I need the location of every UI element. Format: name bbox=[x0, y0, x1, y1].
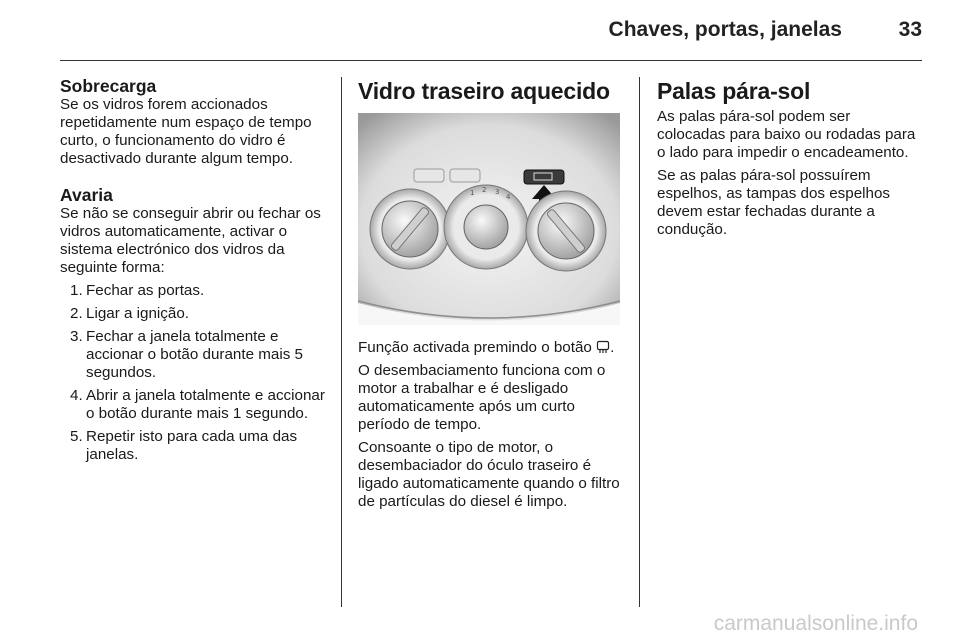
defog-description: O desembaciamento funciona com o motor a trabalhar e é desligado automaticamente após um curto período de tempo. bbox=[358, 362, 606, 433]
diesel-filter-note: Consoante o tipo de motor, o desembaciador do óculo traseiro é ligado automaticamente quando o filtro de partículas do diesel é limpo. bbox=[358, 439, 620, 510]
header-rule bbox=[60, 60, 922, 61]
sun-visors-text-2: Se as palas pára-sol possuírem espelhos, as tampas dos espelhos devem estar fechadas durante a condução. bbox=[657, 167, 891, 238]
column-divider-right bbox=[639, 77, 640, 607]
fault-steps-list bbox=[60, 282, 330, 464]
overload-text: Se os vidros forem accionados repetidamente num espaço de tempo curto, o funcionamento do vidro é desactivado durante algum tempo. bbox=[60, 96, 312, 167]
rear-window-heating-title: Vidro traseiro aquecido bbox=[358, 78, 610, 104]
svg-text:3: 3 bbox=[495, 188, 500, 196]
column-1 bbox=[60, 76, 330, 469]
watermark: carmanualsonline.info bbox=[713, 612, 918, 635]
sun-visors-title: Palas pára-sol bbox=[657, 78, 811, 104]
sun-visors-text-1: As palas pára-sol podem ser colocadas para baixo ou rodadas para o lado para impedir o encadeamento. bbox=[657, 108, 916, 161]
climate-control-panel-illustration bbox=[358, 113, 620, 325]
list-item: 5. Repetir isto para cada uma das janelas. bbox=[70, 428, 298, 463]
fault-heading: Avaria bbox=[60, 185, 113, 205]
overload-heading: Sobrecarga bbox=[60, 76, 157, 96]
svg-text:2: 2 bbox=[482, 186, 487, 194]
column-3 bbox=[657, 76, 922, 244]
function-activation-text: Função activada premindo o botão . bbox=[358, 339, 615, 356]
list-item: 4. Abrir a janela totalmente e accionar o botão durante mais 1 segundo. bbox=[70, 387, 325, 422]
page-number: 33 bbox=[898, 18, 922, 41]
list-item: 2. Ligar a ignição. bbox=[70, 305, 190, 322]
list-item: 3. Fechar a janela totalmente e accionar o botão durante mais 5 segundos. bbox=[70, 328, 303, 381]
list-item: 1. Fechar as portas. bbox=[70, 282, 205, 299]
svg-text:1: 1 bbox=[470, 189, 475, 197]
fault-text: Se não se conseguir abrir ou fechar os vidros automaticamente, activar o sistema electrónico dos vidros da seguinte forma: bbox=[60, 205, 321, 276]
header-title: Chaves, portas, janelas bbox=[608, 18, 842, 41]
column-2 bbox=[358, 76, 626, 516]
column-divider-left bbox=[341, 77, 342, 607]
svg-text:4: 4 bbox=[506, 193, 511, 201]
rear-window-heating-icon bbox=[596, 340, 610, 354]
